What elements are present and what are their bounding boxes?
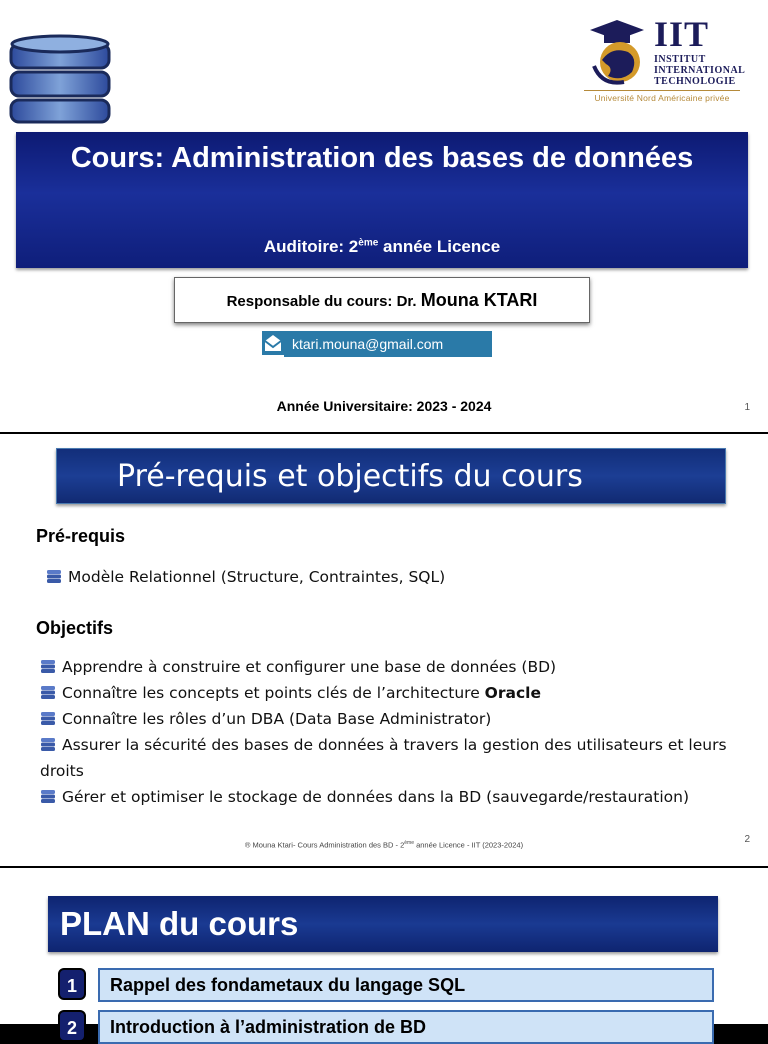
plan-item: Introduction à l’administration de BD (98, 1010, 714, 1044)
graduation-cap-icon (584, 16, 650, 86)
objectives-heading: Objectifs (36, 618, 114, 638)
objective-text: Apprendre à construire et configurer une base de données (BD) (62, 658, 557, 676)
database-bullet-icon (40, 711, 56, 726)
audience-sup: ème (358, 237, 379, 249)
prereq-item (46, 564, 445, 590)
slide-1 (0, 0, 768, 432)
objective-text: Gérer et optimiser le stockage de données dans la BD (sauvegarde/restauration) (62, 788, 689, 806)
plan-item: Rappel des fondametaux du langage SQL (98, 968, 714, 1002)
database-bullet-icon (46, 569, 62, 584)
mail-icon (262, 331, 284, 355)
responsible-label: Responsable du cours: Dr. (226, 293, 421, 310)
logo-line-1: INSTITUT (654, 54, 706, 65)
database-bullet-icon (40, 789, 56, 804)
logo-line-3: TECHNOLOGIE (654, 76, 736, 87)
objective-item (40, 732, 768, 784)
responsible-name: Mouna KTARI (420, 290, 538, 310)
logo-line-2: INTERNATIONAL (654, 65, 746, 76)
title-banner (16, 132, 748, 268)
iit-logo (582, 14, 746, 106)
course-title: Cours: Administration des bases de données (70, 142, 694, 174)
plan-number: 2 (58, 1010, 86, 1042)
footer-prefix: ® Mouna Ktari- Cours Administration des BD - 2 (244, 840, 405, 850)
page-number: 1 (744, 402, 750, 413)
audience-suffix: année Licence (378, 237, 501, 256)
prereq-heading: Pré-requis (36, 526, 126, 546)
slide-3 (0, 868, 768, 1038)
academic-year: Année Universitaire: 2023 - 2024 (276, 398, 492, 414)
database-icon (8, 34, 112, 137)
email-link[interactable]: ktari.mouna@gmail.com (284, 331, 492, 357)
logo-subtitle: Université Nord Américaine privée (594, 93, 730, 103)
objective-text: Assurer la sécurité des bases de données à travers la gestion des utilisateurs et leurs droits (40, 736, 727, 780)
footer-suffix: année Licence - IIT (2023-2024) (413, 840, 524, 850)
objective-item (40, 706, 491, 732)
slide-title: Pré-requis et objectifs du cours (56, 448, 726, 504)
slide-footer (0, 840, 768, 850)
logo-divider (584, 90, 740, 91)
objective-item (40, 654, 556, 680)
audience (16, 237, 748, 257)
logo-acronym: IIT (654, 14, 710, 54)
database-bullet-icon (40, 737, 56, 752)
objective-text: Connaître les concepts et points clés de l’architecture (62, 684, 485, 702)
slide-2 (0, 434, 768, 866)
oracle-word: Oracle (484, 684, 541, 702)
objective-text: Connaître les rôles d’un DBA (Data Base Administrator) (62, 710, 492, 728)
footer-sup: ème (404, 840, 414, 846)
plan-title: PLAN du cours (48, 896, 718, 952)
plan-number: 1 (58, 968, 86, 1000)
prereq-item-text: Modèle Relationnel (Structure, Contraintes, SQL) (68, 568, 446, 586)
objective-item (40, 680, 541, 706)
page-number: 2 (744, 834, 750, 845)
database-bullet-icon (40, 659, 56, 674)
audience-prefix: Auditoire: 2 (263, 237, 359, 256)
responsible-box (174, 277, 590, 323)
database-bullet-icon (40, 685, 56, 700)
objective-item (40, 784, 689, 810)
